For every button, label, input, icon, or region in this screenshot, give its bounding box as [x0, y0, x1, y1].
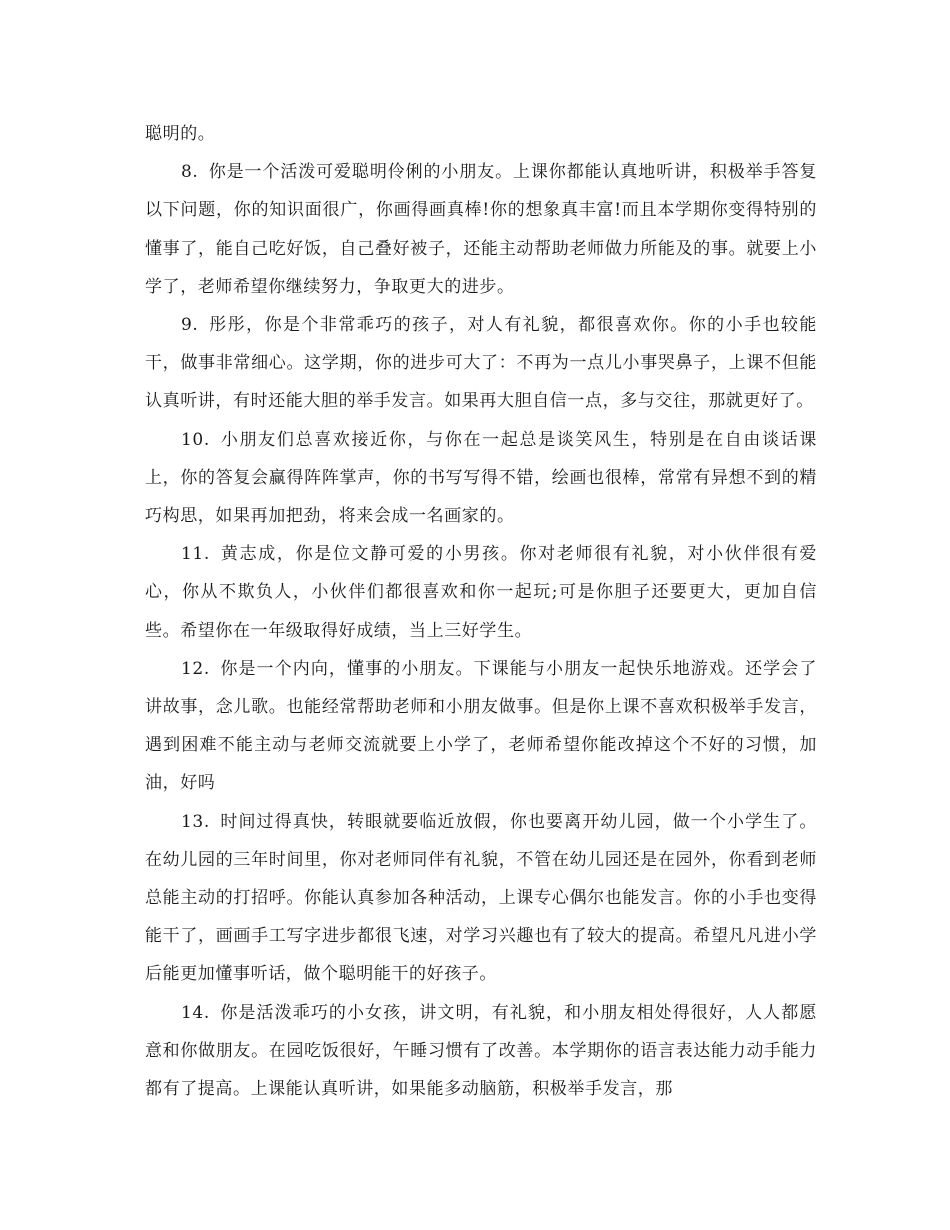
paragraph-text: 小朋友们总喜欢接近你，与你在一起总是谈笑风生，特别是在自由谈话课上，你的答复会赢得阵阵掌声，你的书写写得不错，绘画也很棒，常常有异想不到的精巧构思，如果再加把劲，将来会成一名画家的。: [145, 429, 817, 527]
paragraph-10: [145, 421, 817, 536]
paragraph-number: 12.: [181, 658, 210, 679]
paragraph-14: [145, 994, 817, 1109]
paragraph-13: [145, 803, 817, 994]
paragraph-number: 8.: [181, 162, 199, 183]
paragraph-text: 时间过得真快，转眼就要临近放假，你也要离开幼儿园，做一个小学生了。在幼儿园的三年时间里，你对老师同伴有礼貌，不管在幼儿园还是在园外，你看到老师总能主动的打招呼。你能认真参加各种活动，上课专心偶尔也能发言。你的小手也变得能干了，画画手工写字进步都很飞速，对学习兴趣也有了较大的提高。希望凡凡进小学后能更加懂事听话，做个聪明能干的好孩子。: [145, 811, 817, 985]
document-body: [145, 115, 817, 1108]
paragraph-number: 11.: [181, 544, 210, 565]
paragraph-number: 14.: [181, 1002, 210, 1023]
paragraph-8: [145, 153, 817, 306]
paragraph-number: 13.: [181, 811, 210, 832]
paragraph-text: 聪明的。: [145, 124, 216, 144]
paragraph-text: 彤彤，你是个非常乖巧的孩子，对人有礼貌，都很喜欢你。你的小手也较能干，做事非常细心。这学期，你的进步可大了：不再为一点儿小事哭鼻子，上课不但能认真听讲，有时还能大胆的举手发言。如果再大胆自信一点，多与交往，那就更好了。: [145, 315, 817, 412]
paragraph-11: [145, 535, 817, 650]
paragraph-text: 你是一个活泼可爱聪明伶俐的小朋友。上课你都能认真地听讲，积极举手答复以下问题，你的知识面很广，你画得画真棒!你的想象真丰富!而且本学期你变得特别的懂事了，能自己吃好饭，自己叠好被子，还能主动帮助老师做力所能及的事。就要上小学了，老师希望你继续努力，争取更大的进步。: [145, 162, 817, 297]
paragraph-9: [145, 306, 817, 421]
paragraph-text: 你是一个内向，懂事的小朋友。下课能与小朋友一起快乐地游戏。还学会了讲故事，念儿歌。也能经常帮助老师和小朋友做事。但是你上课不喜欢积极举手发言，遇到困难不能主动与老师交流就要上小学了，老师希望你能改掉这个不好的习惯，加油，好吗: [145, 658, 817, 794]
paragraph-number: 10.: [181, 429, 210, 450]
paragraph-number: 9.: [181, 315, 199, 336]
paragraph-12: [145, 650, 817, 803]
paragraph-continuation: [145, 115, 817, 153]
paragraph-text: 你是活泼乖巧的小女孩，讲文明，有礼貌，和小朋友相处得很好，人人都愿意和你做朋友。在园吃饭很好，午睡习惯有了改善。本学期你的语言表达能力动手能力都有了提高。上课能认真听讲，如果能多动脑筋，积极举手发言，那: [145, 1002, 817, 1100]
paragraph-text: 黄志成，你是位文静可爱的小男孩。你对老师很有礼貌，对小伙伴很有爱心，你从不欺负人，小伙伴们都很喜欢和你一起玩;可是你胆子还要更大，更加自信些。希望你在一年级取得好成绩，当上三好学生。: [145, 544, 817, 641]
